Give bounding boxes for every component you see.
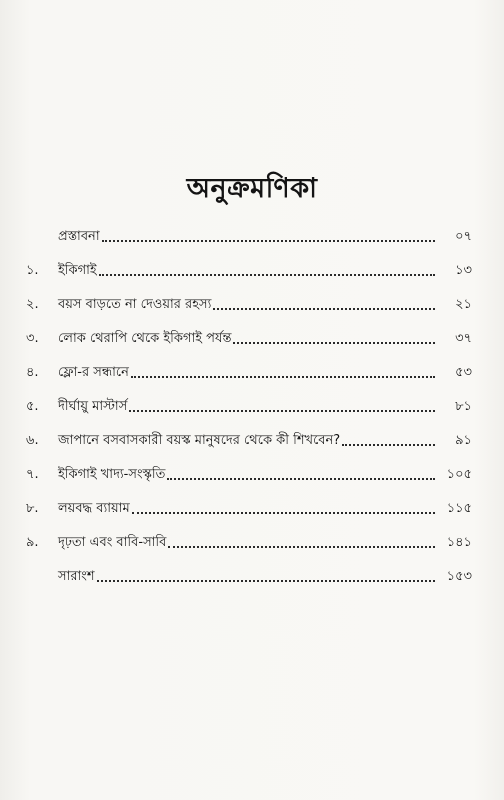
toc-row xyxy=(26,256,472,280)
toc-page-number: ৫৩ xyxy=(455,365,472,380)
toc-row xyxy=(26,460,472,484)
toc-leader-dots xyxy=(99,274,435,276)
toc-page-number: ১৩ xyxy=(455,263,472,278)
toc-page-number: ৩৭ xyxy=(455,331,472,346)
toc-row xyxy=(26,528,472,552)
toc-entry xyxy=(58,432,438,450)
toc-row xyxy=(26,562,472,586)
toc-page-number: ২১ xyxy=(455,297,472,312)
toc-number: ৩. xyxy=(26,331,39,346)
toc-leader-dots xyxy=(233,342,435,344)
toc-number: ১. xyxy=(26,263,39,278)
toc-leader-dots xyxy=(131,376,435,378)
toc-title: লয়বদ্ধ ব্যায়াম xyxy=(58,501,130,516)
toc-row xyxy=(26,290,472,314)
toc-row xyxy=(26,426,472,450)
toc-title: লোক থেরাপি থেকে ইকিগাই পর্যন্ত xyxy=(58,331,232,346)
toc-number: ৯. xyxy=(26,535,39,550)
toc-page-number: ১৪১ xyxy=(446,535,472,550)
toc-row xyxy=(26,494,472,518)
toc-leader-dots xyxy=(213,308,435,310)
toc-row xyxy=(26,324,472,348)
toc-entry xyxy=(58,364,438,382)
toc-leader-dots xyxy=(97,580,435,582)
toc-row xyxy=(26,392,472,416)
toc-number: ৮. xyxy=(26,501,39,516)
toc-title: দীর্ঘায়ু মাস্টার্স xyxy=(58,399,128,414)
toc-page-number: ৯১ xyxy=(455,433,472,448)
toc-title: ফ্লো-র সন্ধানে xyxy=(58,365,129,380)
toc-number: ৬. xyxy=(26,433,39,448)
toc-page-number: ১৫৩ xyxy=(446,569,472,584)
toc-title: ইকিগাই xyxy=(58,263,97,278)
toc-number: ৭. xyxy=(26,467,39,482)
toc-number: ২. xyxy=(26,297,39,312)
toc-entry xyxy=(58,466,438,484)
toc-page-number: ১১৫ xyxy=(446,501,472,516)
toc-entry xyxy=(58,398,438,416)
toc-row xyxy=(26,358,472,382)
toc-title: দৃঢ়তা এবং বাবি-সাবি xyxy=(58,535,167,550)
toc-entry xyxy=(58,568,438,586)
toc-entry xyxy=(58,296,438,314)
toc-entry xyxy=(58,534,438,552)
toc-row xyxy=(26,222,472,246)
toc-leader-dots xyxy=(102,240,435,242)
toc-leader-dots xyxy=(132,512,435,514)
toc-title: সারাংশ xyxy=(58,569,95,584)
toc-entry xyxy=(58,330,438,348)
toc-entry xyxy=(58,500,438,518)
toc-number: ৫. xyxy=(26,399,39,414)
toc-page-number: ৮১ xyxy=(455,399,472,414)
toc-page-number: ০৭ xyxy=(455,229,472,244)
toc-page-number: ১০৫ xyxy=(446,467,472,482)
toc-leader-dots xyxy=(129,410,435,412)
toc-entry xyxy=(58,262,438,280)
toc-title: ইকিগাই খাদ্য-সংস্কৃতি xyxy=(58,467,166,482)
toc-title: প্রস্তাবনা xyxy=(58,229,100,244)
toc-title: বয়স বাড়তে না দেওয়ার রহস্য xyxy=(58,297,212,312)
toc-entry xyxy=(58,228,438,246)
page-title: অনুক্রমণিকা xyxy=(186,173,318,204)
toc-number: ৪. xyxy=(26,365,39,380)
toc-leader-dots xyxy=(342,444,435,446)
toc-leader-dots xyxy=(167,478,435,480)
toc-leader-dots xyxy=(168,546,435,548)
toc-title: জাপানে বসবাসকারী বয়স্ক মানুষদের থেকে কী শিখবেন? xyxy=(58,433,341,448)
